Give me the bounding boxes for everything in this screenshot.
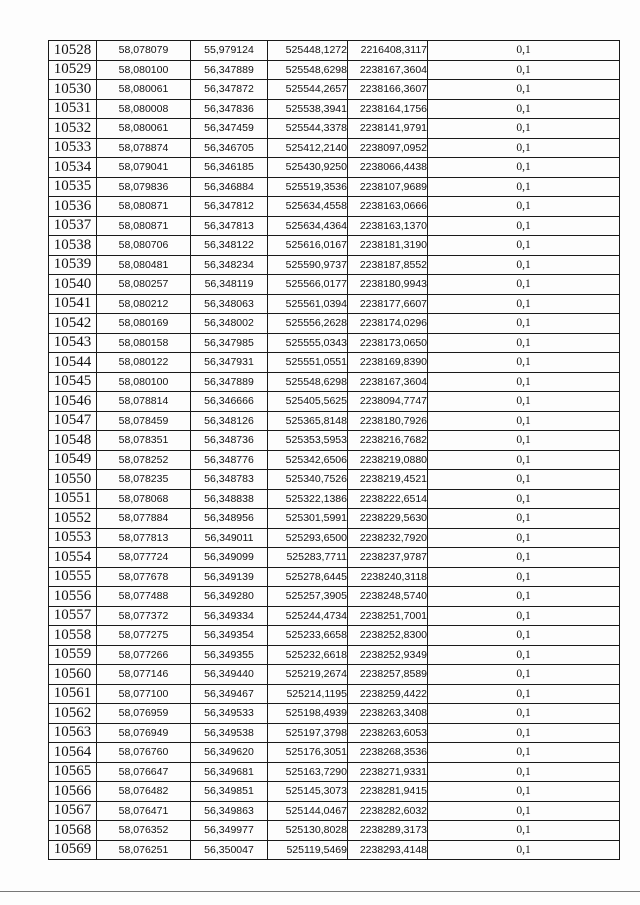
y-coordinate-cell: 2238252,9349 [348, 645, 428, 665]
longitude-cell: 56,349533 [191, 704, 268, 724]
accuracy-cell: 0,1 [428, 606, 620, 626]
x-coordinate-cell: 525448,1272 [268, 41, 348, 61]
y-coordinate-cell: 2238094,7747 [348, 392, 428, 412]
point-number-cell: 10544 [49, 353, 97, 373]
point-number-cell: 10536 [49, 197, 97, 217]
x-coordinate-cell: 525145,3073 [268, 782, 348, 802]
accuracy-cell: 0,1 [428, 684, 620, 704]
accuracy-cell: 0,1 [428, 626, 620, 646]
table-row [49, 158, 620, 178]
point-number-cell: 10556 [49, 587, 97, 607]
y-coordinate-cell: 2216408,3117 [348, 41, 428, 61]
point-number-cell: 10551 [49, 489, 97, 509]
x-coordinate-cell: 525340,7526 [268, 470, 348, 490]
y-coordinate-cell: 2238282,6032 [348, 801, 428, 821]
latitude-cell: 58,076471 [97, 801, 191, 821]
x-coordinate-cell: 525293,6500 [268, 528, 348, 548]
table-row [49, 138, 620, 158]
point-number-cell: 10531 [49, 99, 97, 119]
x-coordinate-cell: 525144,0467 [268, 801, 348, 821]
point-number-cell: 10545 [49, 372, 97, 392]
accuracy-cell: 0,1 [428, 294, 620, 314]
latitude-cell: 58,080871 [97, 197, 191, 217]
accuracy-cell: 0,1 [428, 509, 620, 529]
latitude-cell: 58,077100 [97, 684, 191, 704]
table-row [49, 177, 620, 197]
latitude-cell: 58,080158 [97, 333, 191, 353]
longitude-cell: 55,979124 [191, 41, 268, 61]
latitude-cell: 58,080212 [97, 294, 191, 314]
accuracy-cell: 0,1 [428, 431, 620, 451]
latitude-cell: 58,077275 [97, 626, 191, 646]
point-number-cell: 10568 [49, 821, 97, 841]
latitude-cell: 58,078814 [97, 392, 191, 412]
latitude-cell: 58,077678 [97, 567, 191, 587]
table-row [49, 41, 620, 61]
y-coordinate-cell: 2238271,9331 [348, 762, 428, 782]
point-number-cell: 10557 [49, 606, 97, 626]
accuracy-cell: 0,1 [428, 60, 620, 80]
table-row [49, 353, 620, 373]
y-coordinate-cell: 2238219,4521 [348, 470, 428, 490]
accuracy-cell: 0,1 [428, 275, 620, 295]
point-number-cell: 10535 [49, 177, 97, 197]
x-coordinate-cell: 525257,3905 [268, 587, 348, 607]
accuracy-cell: 0,1 [428, 821, 620, 841]
latitude-cell: 58,077488 [97, 587, 191, 607]
y-coordinate-cell: 2238187,8552 [348, 255, 428, 275]
point-number-cell: 10530 [49, 80, 97, 100]
x-coordinate-cell: 525544,2657 [268, 80, 348, 100]
x-coordinate-cell: 525342,6506 [268, 450, 348, 470]
x-coordinate-cell: 525412,2140 [268, 138, 348, 158]
latitude-cell: 58,077372 [97, 606, 191, 626]
longitude-cell: 56,349863 [191, 801, 268, 821]
point-number-cell: 10550 [49, 470, 97, 490]
accuracy-cell: 0,1 [428, 587, 620, 607]
longitude-cell: 56,348234 [191, 255, 268, 275]
latitude-cell: 58,077813 [97, 528, 191, 548]
accuracy-cell: 0,1 [428, 255, 620, 275]
y-coordinate-cell: 2238174,0296 [348, 314, 428, 334]
y-coordinate-cell: 2238248,5740 [348, 587, 428, 607]
longitude-cell: 56,349011 [191, 528, 268, 548]
y-coordinate-cell: 2238293,4148 [348, 840, 428, 860]
y-coordinate-cell: 2238219,0880 [348, 450, 428, 470]
accuracy-cell: 0,1 [428, 470, 620, 490]
longitude-cell: 56,346884 [191, 177, 268, 197]
table-row [49, 80, 620, 100]
point-number-cell: 10562 [49, 704, 97, 724]
x-coordinate-cell: 525405,5625 [268, 392, 348, 412]
table-row [49, 821, 620, 841]
accuracy-cell: 0,1 [428, 236, 620, 256]
accuracy-cell: 0,1 [428, 41, 620, 61]
y-coordinate-cell: 2238222,6514 [348, 489, 428, 509]
latitude-cell: 58,078459 [97, 411, 191, 431]
latitude-cell: 58,080061 [97, 80, 191, 100]
point-number-cell: 10563 [49, 723, 97, 743]
y-coordinate-cell: 2238251,7001 [348, 606, 428, 626]
table-row [49, 470, 620, 490]
table-row [49, 216, 620, 236]
accuracy-cell: 0,1 [428, 353, 620, 373]
x-coordinate-cell: 525278,6445 [268, 567, 348, 587]
latitude-cell: 58,080122 [97, 353, 191, 373]
accuracy-cell: 0,1 [428, 723, 620, 743]
table-row [49, 762, 620, 782]
latitude-cell: 58,078235 [97, 470, 191, 490]
x-coordinate-cell: 525556,2628 [268, 314, 348, 334]
accuracy-cell: 0,1 [428, 489, 620, 509]
longitude-cell: 56,349681 [191, 762, 268, 782]
longitude-cell: 56,347889 [191, 372, 268, 392]
table-row [49, 489, 620, 509]
y-coordinate-cell: 2238263,6053 [348, 723, 428, 743]
y-coordinate-cell: 2238257,8589 [348, 665, 428, 685]
latitude-cell: 58,076482 [97, 782, 191, 802]
accuracy-cell: 0,1 [428, 392, 620, 412]
accuracy-cell: 0,1 [428, 80, 620, 100]
point-number-cell: 10559 [49, 645, 97, 665]
latitude-cell: 58,076760 [97, 743, 191, 763]
y-coordinate-cell: 2238181,3190 [348, 236, 428, 256]
latitude-cell: 58,080871 [97, 216, 191, 236]
accuracy-cell: 0,1 [428, 333, 620, 353]
longitude-cell: 56,349354 [191, 626, 268, 646]
longitude-cell: 56,349280 [191, 587, 268, 607]
y-coordinate-cell: 2238263,3408 [348, 704, 428, 724]
table-row [49, 840, 620, 860]
x-coordinate-cell: 525233,6658 [268, 626, 348, 646]
point-number-cell: 10560 [49, 665, 97, 685]
accuracy-cell: 0,1 [428, 177, 620, 197]
accuracy-cell: 0,1 [428, 372, 620, 392]
accuracy-cell: 0,1 [428, 743, 620, 763]
x-coordinate-cell: 525616,0167 [268, 236, 348, 256]
y-coordinate-cell: 2238167,3604 [348, 60, 428, 80]
table-row [49, 645, 620, 665]
point-number-cell: 10528 [49, 41, 97, 61]
accuracy-cell: 0,1 [428, 138, 620, 158]
latitude-cell: 58,080008 [97, 99, 191, 119]
point-number-cell: 10565 [49, 762, 97, 782]
x-coordinate-cell: 525365,8148 [268, 411, 348, 431]
y-coordinate-cell: 2238066,4438 [348, 158, 428, 178]
table-row [49, 626, 620, 646]
y-coordinate-cell: 2238166,3607 [348, 80, 428, 100]
table-body [49, 41, 620, 860]
x-coordinate-cell: 525634,4364 [268, 216, 348, 236]
accuracy-cell: 0,1 [428, 411, 620, 431]
point-number-cell: 10552 [49, 509, 97, 529]
point-number-cell: 10553 [49, 528, 97, 548]
x-coordinate-cell: 525561,0394 [268, 294, 348, 314]
latitude-cell: 58,080481 [97, 255, 191, 275]
longitude-cell: 56,347459 [191, 119, 268, 139]
longitude-cell: 56,348783 [191, 470, 268, 490]
longitude-cell: 56,349851 [191, 782, 268, 802]
y-coordinate-cell: 2238268,3536 [348, 743, 428, 763]
y-coordinate-cell: 2238216,7682 [348, 431, 428, 451]
x-coordinate-cell: 525551,0551 [268, 353, 348, 373]
accuracy-cell: 0,1 [428, 528, 620, 548]
y-coordinate-cell: 2238237,9787 [348, 548, 428, 568]
table-row [49, 684, 620, 704]
table-row [49, 801, 620, 821]
y-coordinate-cell: 2238177,6607 [348, 294, 428, 314]
y-coordinate-cell: 2238259,4422 [348, 684, 428, 704]
point-number-cell: 10533 [49, 138, 97, 158]
y-coordinate-cell: 2238180,9943 [348, 275, 428, 295]
table-row [49, 333, 620, 353]
longitude-cell: 56,349334 [191, 606, 268, 626]
table-row [49, 548, 620, 568]
table-row [49, 255, 620, 275]
x-coordinate-cell: 525219,2674 [268, 665, 348, 685]
y-coordinate-cell: 2238164,1756 [348, 99, 428, 119]
y-coordinate-cell: 2238240,3118 [348, 567, 428, 587]
latitude-cell: 58,080706 [97, 236, 191, 256]
longitude-cell: 56,347813 [191, 216, 268, 236]
x-coordinate-cell: 525119,5469 [268, 840, 348, 860]
accuracy-cell: 0,1 [428, 119, 620, 139]
y-coordinate-cell: 2238163,0666 [348, 197, 428, 217]
longitude-cell: 56,347889 [191, 60, 268, 80]
table-row [49, 587, 620, 607]
table-row [49, 275, 620, 295]
y-coordinate-cell: 2238167,3604 [348, 372, 428, 392]
y-coordinate-cell: 2238281,9415 [348, 782, 428, 802]
table-row [49, 567, 620, 587]
x-coordinate-cell: 525244,4734 [268, 606, 348, 626]
table-row [49, 723, 620, 743]
y-coordinate-cell: 2238252,8300 [348, 626, 428, 646]
latitude-cell: 58,079041 [97, 158, 191, 178]
accuracy-cell: 0,1 [428, 567, 620, 587]
latitude-cell: 58,077724 [97, 548, 191, 568]
accuracy-cell: 0,1 [428, 801, 620, 821]
y-coordinate-cell: 2238289,3173 [348, 821, 428, 841]
longitude-cell: 56,349620 [191, 743, 268, 763]
longitude-cell: 56,348002 [191, 314, 268, 334]
x-coordinate-cell: 525232,6618 [268, 645, 348, 665]
point-number-cell: 10555 [49, 567, 97, 587]
longitude-cell: 56,347812 [191, 197, 268, 217]
table-row [49, 314, 620, 334]
point-number-cell: 10548 [49, 431, 97, 451]
point-number-cell: 10566 [49, 782, 97, 802]
y-coordinate-cell: 2238107,9689 [348, 177, 428, 197]
longitude-cell: 56,349538 [191, 723, 268, 743]
accuracy-cell: 0,1 [428, 548, 620, 568]
point-number-cell: 10532 [49, 119, 97, 139]
longitude-cell: 56,348838 [191, 489, 268, 509]
point-number-cell: 10537 [49, 216, 97, 236]
x-coordinate-cell: 525214,1195 [268, 684, 348, 704]
longitude-cell: 56,349977 [191, 821, 268, 841]
x-coordinate-cell: 525322,1386 [268, 489, 348, 509]
y-coordinate-cell: 2238180,7926 [348, 411, 428, 431]
table-row [49, 119, 620, 139]
latitude-cell: 58,077146 [97, 665, 191, 685]
table-row [49, 99, 620, 119]
x-coordinate-cell: 525198,4939 [268, 704, 348, 724]
latitude-cell: 58,080100 [97, 372, 191, 392]
longitude-cell: 56,347836 [191, 99, 268, 119]
latitude-cell: 58,078079 [97, 41, 191, 61]
longitude-cell: 56,346185 [191, 158, 268, 178]
latitude-cell: 58,078874 [97, 138, 191, 158]
table-row [49, 743, 620, 763]
x-coordinate-cell: 525301,5991 [268, 509, 348, 529]
y-coordinate-cell: 2238229,5630 [348, 509, 428, 529]
latitude-cell: 58,076352 [97, 821, 191, 841]
x-coordinate-cell: 525538,3941 [268, 99, 348, 119]
latitude-cell: 58,076251 [97, 840, 191, 860]
table-row [49, 197, 620, 217]
point-number-cell: 10538 [49, 236, 97, 256]
x-coordinate-cell: 525555,0343 [268, 333, 348, 353]
latitude-cell: 58,076647 [97, 762, 191, 782]
accuracy-cell: 0,1 [428, 158, 620, 178]
y-coordinate-cell: 2238169,8390 [348, 353, 428, 373]
point-number-cell: 10558 [49, 626, 97, 646]
x-coordinate-cell: 525130,8028 [268, 821, 348, 841]
point-number-cell: 10567 [49, 801, 97, 821]
longitude-cell: 56,348126 [191, 411, 268, 431]
latitude-cell: 58,079836 [97, 177, 191, 197]
point-number-cell: 10542 [49, 314, 97, 334]
latitude-cell: 58,076949 [97, 723, 191, 743]
latitude-cell: 58,080257 [97, 275, 191, 295]
longitude-cell: 56,349355 [191, 645, 268, 665]
point-number-cell: 10547 [49, 411, 97, 431]
x-coordinate-cell: 525566,0177 [268, 275, 348, 295]
x-coordinate-cell: 525590,9737 [268, 255, 348, 275]
point-number-cell: 10534 [49, 158, 97, 178]
longitude-cell: 56,346666 [191, 392, 268, 412]
table-row [49, 60, 620, 80]
point-number-cell: 10541 [49, 294, 97, 314]
latitude-cell: 58,080100 [97, 60, 191, 80]
longitude-cell: 56,347872 [191, 80, 268, 100]
point-number-cell: 10539 [49, 255, 97, 275]
longitude-cell: 56,349440 [191, 665, 268, 685]
accuracy-cell: 0,1 [428, 314, 620, 334]
longitude-cell: 56,348063 [191, 294, 268, 314]
page-bottom-rule [0, 891, 640, 892]
accuracy-cell: 0,1 [428, 216, 620, 236]
longitude-cell: 56,349099 [191, 548, 268, 568]
accuracy-cell: 0,1 [428, 645, 620, 665]
latitude-cell: 58,080169 [97, 314, 191, 334]
table-row [49, 294, 620, 314]
point-number-cell: 10546 [49, 392, 97, 412]
longitude-cell: 56,347985 [191, 333, 268, 353]
y-coordinate-cell: 2238173,0650 [348, 333, 428, 353]
accuracy-cell: 0,1 [428, 840, 620, 860]
x-coordinate-cell: 525430,9250 [268, 158, 348, 178]
latitude-cell: 58,077884 [97, 509, 191, 529]
table-row [49, 704, 620, 724]
point-number-cell: 10549 [49, 450, 97, 470]
longitude-cell: 56,349139 [191, 567, 268, 587]
table-row [49, 782, 620, 802]
x-coordinate-cell: 525548,6298 [268, 372, 348, 392]
latitude-cell: 58,078351 [97, 431, 191, 451]
latitude-cell: 58,078068 [97, 489, 191, 509]
accuracy-cell: 0,1 [428, 665, 620, 685]
point-number-cell: 10529 [49, 60, 97, 80]
table-row [49, 606, 620, 626]
y-coordinate-cell: 2238163,1370 [348, 216, 428, 236]
y-coordinate-cell: 2238097,0952 [348, 138, 428, 158]
table-row [49, 411, 620, 431]
longitude-cell: 56,347931 [191, 353, 268, 373]
accuracy-cell: 0,1 [428, 704, 620, 724]
point-number-cell: 10564 [49, 743, 97, 763]
table-row [49, 509, 620, 529]
point-number-cell: 10543 [49, 333, 97, 353]
point-number-cell: 10569 [49, 840, 97, 860]
x-coordinate-cell: 525544,3378 [268, 119, 348, 139]
point-number-cell: 10561 [49, 684, 97, 704]
table-row [49, 528, 620, 548]
x-coordinate-cell: 525197,3798 [268, 723, 348, 743]
accuracy-cell: 0,1 [428, 450, 620, 470]
latitude-cell: 58,080061 [97, 119, 191, 139]
x-coordinate-cell: 525163,7290 [268, 762, 348, 782]
longitude-cell: 56,350047 [191, 840, 268, 860]
table-row [49, 431, 620, 451]
x-coordinate-cell: 525548,6298 [268, 60, 348, 80]
point-number-cell: 10540 [49, 275, 97, 295]
latitude-cell: 58,077266 [97, 645, 191, 665]
accuracy-cell: 0,1 [428, 197, 620, 217]
longitude-cell: 56,348119 [191, 275, 268, 295]
accuracy-cell: 0,1 [428, 782, 620, 802]
x-coordinate-cell: 525634,4558 [268, 197, 348, 217]
longitude-cell: 56,348736 [191, 431, 268, 451]
longitude-cell: 56,348122 [191, 236, 268, 256]
longitude-cell: 56,349467 [191, 684, 268, 704]
y-coordinate-cell: 2238232,7920 [348, 528, 428, 548]
table-row [49, 392, 620, 412]
x-coordinate-cell: 525353,5953 [268, 431, 348, 451]
latitude-cell: 58,078252 [97, 450, 191, 470]
table-row [49, 372, 620, 392]
y-coordinate-cell: 2238141,9791 [348, 119, 428, 139]
accuracy-cell: 0,1 [428, 99, 620, 119]
latitude-cell: 58,076959 [97, 704, 191, 724]
x-coordinate-cell: 525176,3051 [268, 743, 348, 763]
longitude-cell: 56,348956 [191, 509, 268, 529]
table-row [49, 665, 620, 685]
longitude-cell: 56,346705 [191, 138, 268, 158]
table-row [49, 236, 620, 256]
point-number-cell: 10554 [49, 548, 97, 568]
table-row [49, 450, 620, 470]
accuracy-cell: 0,1 [428, 762, 620, 782]
longitude-cell: 56,348776 [191, 450, 268, 470]
x-coordinate-cell: 525283,7711 [268, 548, 348, 568]
coordinates-table [48, 40, 620, 860]
x-coordinate-cell: 525519,3536 [268, 177, 348, 197]
